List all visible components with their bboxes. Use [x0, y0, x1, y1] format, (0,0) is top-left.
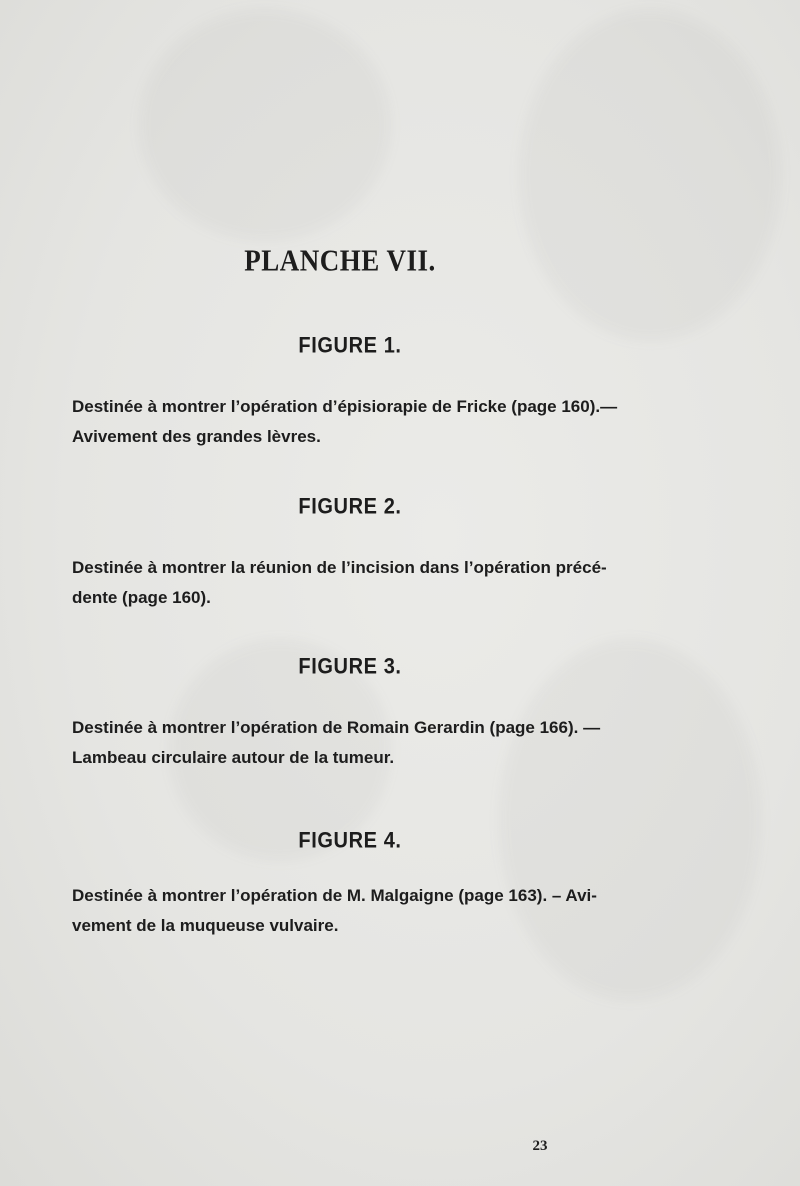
figure-heading: FIGURE 3. [298, 654, 402, 680]
show-through-stain [140, 10, 390, 240]
figure-heading: FIGURE 4. [298, 828, 402, 854]
figure-caption [72, 553, 647, 613]
caption-line: vement de la muqueuse vulvaire. [72, 916, 339, 935]
figure-caption [72, 713, 647, 773]
caption-line: Destinée à montrer l’opération de M. Malgaigne (page 163). – Avi- [72, 886, 597, 905]
figure-caption [72, 881, 647, 941]
caption-line: Lambeau circulaire autour de la tumeur. [72, 748, 395, 767]
figure-heading: FIGURE 1. [298, 333, 402, 359]
figure-caption [72, 392, 647, 452]
caption-line: Destinée à montrer la réunion de l’incision dans l’opération précé- [72, 558, 607, 577]
caption-line: dente (page 160). [72, 588, 211, 607]
caption-line: Avivement des grandes lèvres. [72, 427, 321, 446]
caption-line: Destinée à montrer l’opération d’épisiorapie de Fricke (page 160).— [72, 397, 618, 416]
show-through-stain [520, 10, 780, 340]
figure-heading: FIGURE 2. [298, 494, 402, 520]
plate-title: PLANCHE VII. [244, 242, 436, 278]
page-number: 23 [532, 1138, 548, 1154]
caption-line: Destinée à montrer l’opération de Romain Gerardin (page 166). — [72, 718, 601, 737]
show-through-stain [500, 640, 760, 1000]
